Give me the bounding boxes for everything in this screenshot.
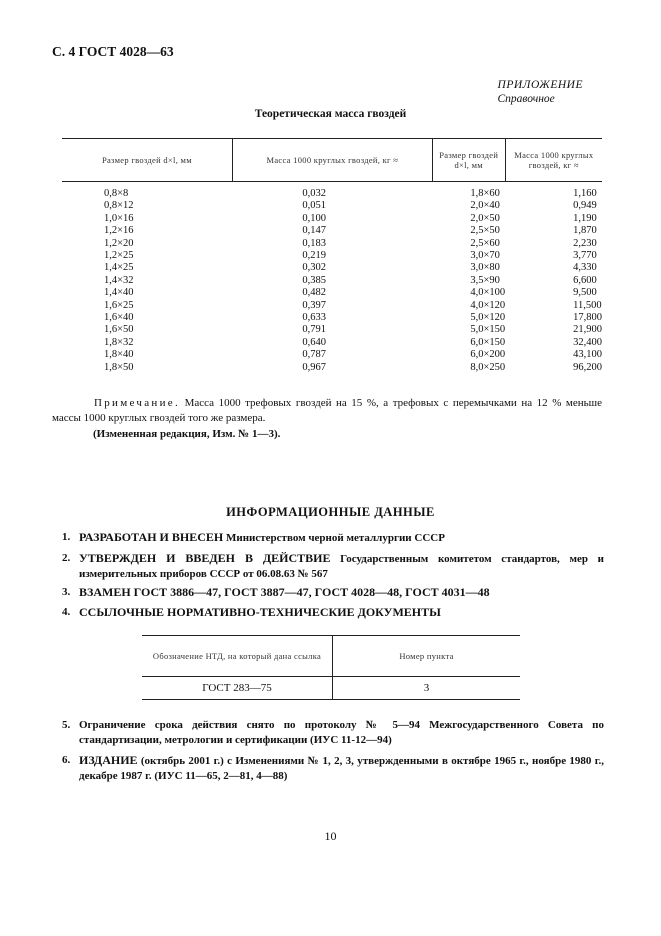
item-number: 6. (62, 754, 71, 766)
mass-cell: 0,791 (302, 324, 326, 336)
size-cell: 4,0×100 (470, 287, 506, 299)
mass-cell: 9,500 (573, 287, 597, 299)
size-cell: 1,8×40 (104, 349, 134, 361)
size-cell: 3,0×80 (470, 262, 500, 274)
table-title: Теоретическая масса гвоздей (254, 108, 407, 120)
size-cell: 1,6×25 (104, 299, 134, 311)
item-number: 3. (62, 586, 71, 598)
mass-cell: 0,482 (302, 287, 326, 299)
mass-cell: 21,900 (573, 324, 602, 336)
mass-cell: 1,870 (573, 225, 597, 237)
size-cell: 1,4×32 (104, 274, 134, 286)
page-number: 10 (324, 829, 337, 843)
info-item-6 (52, 753, 604, 784)
mass-cell: 0,787 (302, 349, 326, 361)
mass-table-row (62, 225, 602, 237)
mass-cell: 0,302 (302, 262, 326, 274)
mass-cell: 0,183 (302, 237, 326, 249)
ntd-row (142, 677, 520, 700)
appendix-label (498, 78, 583, 106)
size-cell: 3,0×70 (470, 250, 500, 262)
mass-table-row (62, 312, 602, 324)
size-cell: 2,0×50 (470, 212, 500, 224)
size-cell: 1,8×60 (470, 188, 500, 199)
size-cell: 5,0×150 (470, 324, 506, 336)
size-cell: 0,8×12 (104, 200, 134, 212)
mass-table-row (62, 349, 602, 361)
mass-cell: 0,100 (302, 212, 326, 224)
size-cell: 1,2×25 (104, 250, 134, 262)
size-cell: 5,0×120 (470, 312, 506, 324)
item-caps: УТВЕРЖДЕН И ВВЕДЕН В ДЕЙСТВИЕ (79, 551, 331, 565)
info-item-1 (52, 530, 604, 546)
mass-table-row (62, 262, 602, 274)
item-number: 2. (62, 552, 71, 564)
mass-cell: 6,600 (573, 274, 597, 286)
size-cell: 1,4×25 (104, 262, 134, 274)
note-label: Примечание. (94, 397, 181, 409)
item-text: Ограничение срока действия снято по протоколу № 5—94 Межгосударственного Совета по стандартизации, метрологии и сертификации (ИУС 11-12—94) (79, 719, 604, 746)
mass-table-row (62, 337, 602, 349)
info-section-title: ИНФОРМАЦИОННЫЕ ДАННЫЕ (226, 505, 435, 519)
mass-table-row (62, 200, 602, 212)
mass-cell: 2,230 (573, 237, 597, 249)
size-cell: 1,8×50 (104, 361, 134, 373)
mass-cell: 0,967 (302, 361, 326, 373)
mass-cell: 0,032 (302, 188, 326, 199)
item-caps: РАЗРАБОТАН И ВНЕСЕН (79, 530, 224, 544)
item-caps: ВЗАМЕН ГОСТ 3886—47, ГОСТ 3887—47, ГОСТ 4028—48, ГОСТ 4031—48 (79, 585, 490, 599)
mass-cell: 0,051 (302, 200, 326, 212)
item-caps: ИЗДАНИЕ (79, 753, 138, 767)
ntd-designation: ГОСТ 283—75 (142, 677, 333, 700)
mass-cell: 17,800 (573, 312, 602, 324)
mass-table-header-row (62, 139, 602, 182)
mass-cell: 0,640 (302, 336, 326, 348)
col-header-size-1: Размер гвоздей d×l, мм (62, 139, 232, 182)
mass-cell: 3,770 (573, 250, 597, 262)
mass-cell: 0,397 (302, 299, 326, 311)
mass-cell: 0,949 (573, 200, 597, 212)
table-note (52, 396, 602, 426)
mass-table-row (62, 250, 602, 262)
mass-table-row (62, 275, 602, 287)
mass-cell: 1,190 (573, 212, 597, 224)
mass-cell: 32,400 (573, 336, 602, 348)
mass-table-row (62, 182, 602, 201)
col-header-mass-2: Масса 1000 круглых гвоздей, кг ≈ (505, 139, 602, 182)
ntd-table (142, 635, 520, 700)
mass-cell: 43,100 (573, 349, 602, 361)
mass-cell: 0,147 (302, 225, 326, 237)
item-number: 5. (62, 719, 71, 731)
size-cell: 8,0×250 (470, 361, 506, 373)
size-cell: 1,2×16 (104, 225, 134, 237)
size-cell: 1,6×50 (104, 324, 134, 336)
item-number: 1. (62, 531, 71, 543)
item-text: Министерством черной металлургии СССР (225, 532, 445, 544)
size-cell: 1,6×40 (104, 312, 134, 324)
item-text: (октябрь 2001 г.) с Изменениями № 1, 2, 3, утвержденными в октябре 1965 г., ноябре 1980 г., декабре 1987 г. (ИУС 11—65, 2—81, 4—88) (79, 755, 604, 782)
change-notice: (Измененная редакция, Изм. № 1—3). (93, 428, 281, 440)
appendix-title: ПРИЛОЖЕНИЕ (497, 79, 583, 91)
ntd-header-row (142, 636, 520, 677)
mass-table (62, 138, 602, 374)
mass-cell: 0,219 (302, 250, 326, 262)
col-header-clause: Номер пункта (333, 636, 521, 677)
size-cell: 2,5×50 (470, 225, 500, 237)
col-header-size-2: Размер гвоздей d×l, мм (432, 139, 505, 182)
size-cell: 1,2×20 (104, 237, 134, 249)
ntd-clause-number: 3 (333, 677, 521, 700)
size-cell: 4,0×120 (470, 299, 506, 311)
info-item-2 (52, 551, 604, 582)
page-header: С. 4 ГОСТ 4028—63 (52, 44, 174, 59)
size-cell: 6,0×200 (470, 349, 506, 361)
item-number: 4. (62, 606, 71, 618)
mass-cell: 4,330 (573, 262, 597, 274)
size-cell: 1,8×32 (104, 336, 134, 348)
mass-cell: 11,500 (573, 299, 602, 311)
size-cell: 2,0×40 (470, 200, 500, 212)
note-text: Масса 1000 трефовых гвоздей на 15 %, а трефовых с перемычками на 12 % меньше массы 1000 круглых гвоздей того же размера. (52, 397, 602, 424)
mass-table-row (62, 300, 602, 312)
mass-cell: 0,633 (302, 312, 326, 324)
size-cell: 1,0×16 (104, 212, 134, 224)
mass-table-row (62, 238, 602, 250)
info-item-4 (52, 605, 604, 621)
size-cell: 0,8×8 (104, 188, 129, 199)
mass-table-row (62, 287, 602, 299)
item-caps: ССЫЛОЧНЫЕ НОРМАТИВНО-ТЕХНИЧЕСКИЕ ДОКУМЕНТЫ (79, 605, 441, 619)
item-text: Государственным комитетом стандартов, мер и измерительных приборов СССР от 06.08.63 № 567 (79, 553, 604, 580)
info-item-5 (52, 718, 604, 748)
mass-table-row (62, 213, 602, 225)
mass-table-row (62, 324, 602, 336)
mass-cell: 96,200 (573, 361, 602, 373)
mass-cell: 0,385 (302, 274, 326, 286)
mass-table-row (62, 362, 602, 374)
mass-cell: 1,160 (573, 188, 597, 199)
info-item-3 (52, 585, 604, 601)
size-cell: 6,0×150 (470, 336, 506, 348)
mass-table-body (62, 182, 602, 375)
size-cell: 1,4×40 (104, 287, 134, 299)
col-header-mass-1: Масса 1000 круглых гвоздей, кг ≈ (232, 139, 432, 182)
col-header-ntd: Обозначение НТД, на который дана ссылка (142, 636, 333, 677)
size-cell: 2,5×60 (470, 237, 500, 249)
appendix-subtitle: Справочное (497, 93, 555, 105)
size-cell: 3,5×90 (470, 274, 500, 286)
